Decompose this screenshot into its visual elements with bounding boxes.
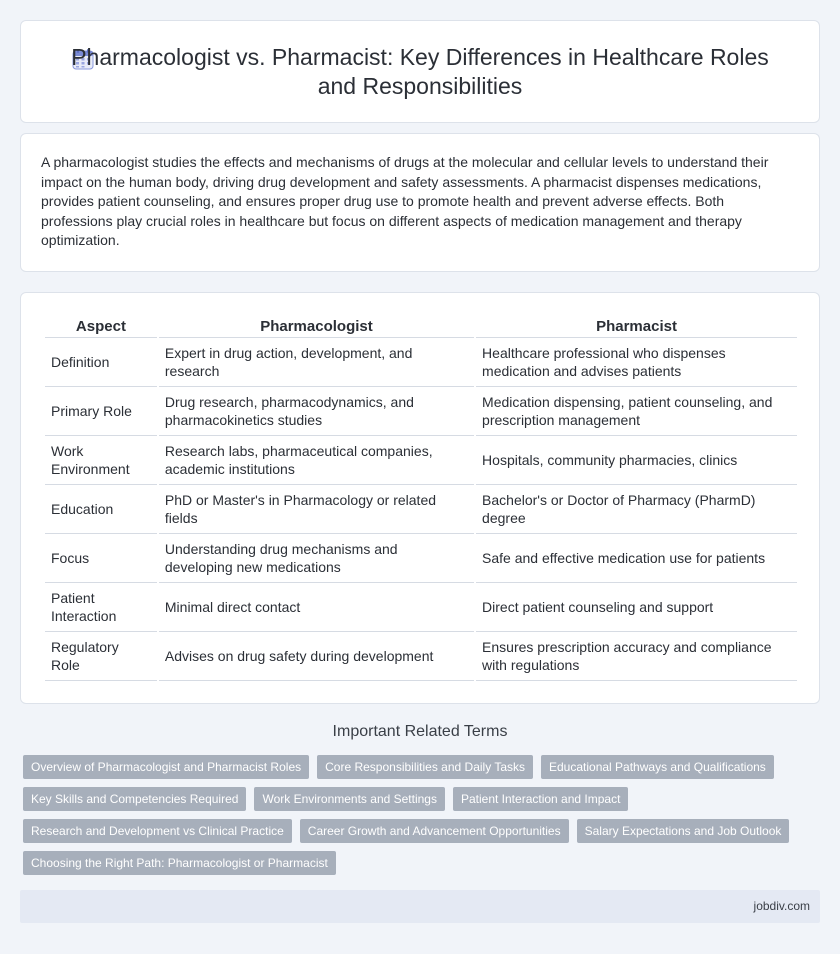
cell-aspect: Primary Role	[45, 387, 157, 436]
cell-pharmacologist: Expert in drug action, development, and research	[159, 338, 474, 387]
comparison-table-card	[20, 292, 820, 704]
table-header-row	[45, 315, 797, 338]
related-terms-title: Important Related Terms	[332, 723, 508, 740]
page-title: Pharmacologist vs. Pharmacist: Key Differences in Healthcare Roles and Responsibilities	[71, 44, 769, 99]
related-term-tag[interactable]: Educational Pathways and Qualifications	[541, 755, 774, 779]
header-pharmacist: Pharmacist	[476, 315, 797, 338]
cell-pharmacist: Bachelor's or Doctor of Pharmacy (PharmD) degree	[476, 485, 797, 534]
table-row	[45, 436, 797, 485]
cell-pharmacist: Direct patient counseling and support	[476, 583, 797, 632]
cell-aspect: Education	[45, 485, 157, 534]
header-pharmacologist: Pharmacologist	[159, 315, 474, 338]
related-term-tag[interactable]: Salary Expectations and Job Outlook	[577, 819, 790, 843]
cell-pharmacologist: Drug research, pharmacodynamics, and pharmacokinetics studies	[159, 387, 474, 436]
footer-site-link[interactable]: jobdiv.com	[753, 899, 810, 913]
related-term-tag[interactable]: Career Growth and Advancement Opportunities	[300, 819, 569, 843]
cell-pharmacist: Medication dispensing, patient counseling, and prescription management	[476, 387, 797, 436]
intro-text: A pharmacologist studies the effects and mechanisms of drugs at the molecular and cellular levels to understand their impact on the human body, driving drug development and safety assessments. A pharmacist dispenses medications, provides patient counseling, and ensures proper drug use to promote health and prevent adverse effects. Both professions play crucial roles in healthcare but focus on different aspects of medication management and therapy optimization.	[41, 154, 769, 248]
intro-card	[20, 133, 820, 272]
comparison-table	[43, 315, 799, 681]
cell-aspect: Work Environment	[45, 436, 157, 485]
table-row	[45, 534, 797, 583]
related-term-tag[interactable]: Research and Development vs Clinical Practice	[23, 819, 292, 843]
footer	[20, 890, 820, 923]
cell-pharmacologist: Research labs, pharmaceutical companies, academic institutions	[159, 436, 474, 485]
cell-pharmacist: Safe and effective medication use for patients	[476, 534, 797, 583]
header-card	[20, 20, 820, 123]
cell-pharmacist: Healthcare professional who dispenses medication and advises patients	[476, 338, 797, 387]
header-aspect: Aspect	[45, 315, 157, 338]
related-term-tag[interactable]: Key Skills and Competencies Required	[23, 787, 246, 811]
cell-aspect: Regulatory Role	[45, 632, 157, 681]
cell-aspect: Focus	[45, 534, 157, 583]
table-row	[45, 387, 797, 436]
cell-pharmacist: Ensures prescription accuracy and compliance with regulations	[476, 632, 797, 681]
cell-aspect: Definition	[45, 338, 157, 387]
cell-pharmacologist: PhD or Master's in Pharmacology or related fields	[159, 485, 474, 534]
related-term-tag[interactable]: Choosing the Right Path: Pharmacologist or Pharmacist	[23, 851, 336, 875]
table-row	[45, 485, 797, 534]
related-term-tag[interactable]: Core Responsibilities and Daily Tasks	[317, 755, 533, 779]
cell-pharmacologist: Minimal direct contact	[159, 583, 474, 632]
cell-pharmacologist: Understanding drug mechanisms and developing new medications	[159, 534, 474, 583]
table-row	[45, 632, 797, 681]
related-term-tag[interactable]: Overview of Pharmacologist and Pharmacist Roles	[23, 755, 309, 779]
related-term-tag[interactable]: Patient Interaction and Impact	[453, 787, 628, 811]
cell-aspect: Patient Interaction	[45, 583, 157, 632]
cell-pharmacologist: Advises on drug safety during development	[159, 632, 474, 681]
cell-pharmacist: Hospitals, community pharmacies, clinics	[476, 436, 797, 485]
related-term-tag[interactable]: Work Environments and Settings	[254, 787, 445, 811]
table-row	[45, 338, 797, 387]
table-row	[45, 583, 797, 632]
related-terms-list	[23, 755, 813, 875]
